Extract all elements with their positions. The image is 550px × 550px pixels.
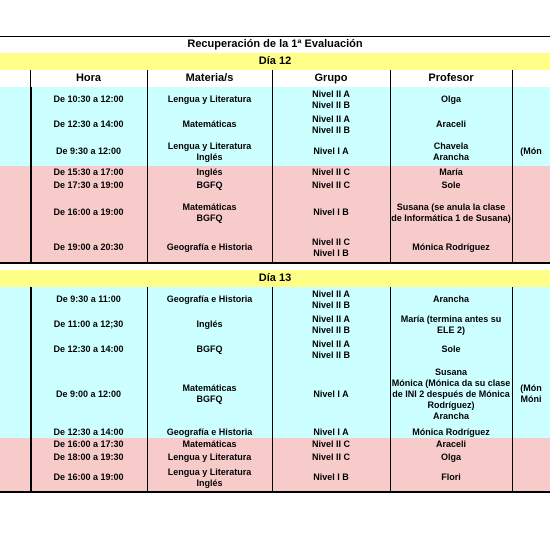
materia-cell: Geografía e Historia	[147, 233, 272, 262]
group-side-cell	[0, 287, 30, 438]
grid-line	[272, 438, 273, 491]
materia-cell: Matemáticas BGFQ	[147, 362, 272, 426]
hora-cell: De 12:30 a 14:00	[30, 337, 147, 362]
grid-line	[147, 87, 148, 166]
grupo-cell: Nivel I B	[272, 464, 390, 491]
grid-line	[512, 287, 513, 438]
column-header-0: Hora	[30, 70, 147, 87]
extra-cell: (Món Móni	[512, 362, 550, 426]
hora-cell: De 15:30 a 17:00	[30, 166, 147, 178]
grid-line	[390, 70, 391, 87]
grid-line	[272, 70, 273, 87]
grupo-cell: Nivel II A Nivel II B	[272, 312, 390, 337]
extra-cell	[512, 450, 550, 464]
group-side-cell	[0, 438, 30, 491]
extra-cell	[512, 426, 550, 438]
hora-cell: De 11:00 a 12;30	[30, 312, 147, 337]
extra-cell	[512, 337, 550, 362]
group-side-cell	[0, 166, 30, 262]
grid-line	[147, 287, 148, 438]
grid-line	[272, 87, 273, 166]
profesor-cell: Susana Mónica (Mónica da su clase de INI 2 después de Mónica Rodríguez) Arancha	[390, 362, 512, 426]
grupo-cell: Nivel II A Nivel II B	[272, 287, 390, 312]
materia-cell: Inglés	[147, 312, 272, 337]
grupo-cell: Nivel II C	[272, 438, 390, 450]
grid-line	[0, 491, 550, 493]
grid-line	[30, 287, 32, 438]
grid-line	[30, 87, 32, 166]
materia-cell: Matemáticas	[147, 112, 272, 137]
grupo-cell: Nivel II A Nivel II B	[272, 87, 390, 112]
profesor-cell: María (termina antes su ELE 2)	[390, 312, 512, 337]
profesor-cell: Sole	[390, 178, 512, 192]
hora-cell: De 19:00 a 20:30	[30, 233, 147, 262]
grupo-cell: Nivel I A	[272, 137, 390, 166]
extra-cell	[512, 312, 550, 337]
materia-cell: BGFQ	[147, 178, 272, 192]
grid-line	[390, 87, 391, 166]
grid-line	[512, 70, 513, 87]
hora-cell: De 9:00 a 12:00	[30, 362, 147, 426]
day-label: Día 12	[0, 53, 550, 70]
column-header-3: Profesor	[390, 70, 512, 87]
profesor-cell: Olga	[390, 450, 512, 464]
materia-cell: Lengua y Literatura Inglés	[147, 464, 272, 491]
grid-line	[147, 438, 148, 491]
hora-cell: De 10:30 a 12:00	[30, 87, 147, 112]
extra-cell	[512, 464, 550, 491]
profesor-cell: Araceli	[390, 438, 512, 450]
materia-cell: Matemáticas	[147, 438, 272, 450]
extra-cell: (Món	[512, 137, 550, 166]
grid-line	[0, 36, 550, 37]
grid-line	[0, 262, 550, 264]
column-header-2: Grupo	[272, 70, 390, 87]
extra-cell	[512, 112, 550, 137]
profesor-cell: Chavela Arancha	[390, 137, 512, 166]
grupo-cell: Nivel II C	[272, 178, 390, 192]
materia-cell: Lengua y Literatura	[147, 450, 272, 464]
extra-cell	[512, 192, 550, 233]
materia-cell: Matemáticas BGFQ	[147, 192, 272, 233]
grupo-cell: Nivel II C	[272, 450, 390, 464]
header-extra	[512, 70, 550, 87]
materia-cell: Lengua y Literatura	[147, 87, 272, 112]
grid-line	[390, 287, 391, 438]
extra-cell	[512, 438, 550, 450]
grid-line	[390, 166, 391, 262]
grid-line	[390, 438, 391, 491]
day-label: Día 13	[0, 270, 550, 287]
grid-line	[272, 166, 273, 262]
extra-cell	[512, 166, 550, 178]
profesor-cell: Susana (se anula la clase de Informática 1 de Susana)	[390, 192, 512, 233]
grid-line	[147, 70, 148, 87]
hora-cell: De 16:00 a 19:00	[30, 192, 147, 233]
materia-cell: Geografía e Historia	[147, 287, 272, 312]
grupo-cell: Nivel I B	[272, 192, 390, 233]
column-header-1: Materia/s	[147, 70, 272, 87]
extra-cell	[512, 233, 550, 262]
hora-cell: De 17:30 a 19:00	[30, 178, 147, 192]
grid-line	[147, 166, 148, 262]
profesor-cell: Arancha	[390, 287, 512, 312]
profesor-cell: Araceli	[390, 112, 512, 137]
hora-cell: De 12:30 a 14:00	[30, 426, 147, 438]
grid-line	[512, 87, 513, 166]
hora-cell: De 9:30 a 12:00	[30, 137, 147, 166]
profesor-cell: Mónica Rodríguez	[390, 426, 512, 438]
profesor-cell: Olga	[390, 87, 512, 112]
hora-cell: De 18:00 a 19:30	[30, 450, 147, 464]
grupo-cell: Nivel II A Nivel II B	[272, 337, 390, 362]
grid-line	[272, 287, 273, 438]
profesor-cell: Flori	[390, 464, 512, 491]
extra-cell	[512, 178, 550, 192]
grupo-cell: Nivel II C Nivel I B	[272, 233, 390, 262]
hora-cell: De 16:00 a 19:00	[30, 464, 147, 491]
materia-cell: Geografía e Historia	[147, 426, 272, 438]
grid-line	[30, 70, 31, 87]
grid-line	[512, 438, 513, 491]
profesor-cell: Sole	[390, 337, 512, 362]
materia-cell: Lengua y Literatura Inglés	[147, 137, 272, 166]
materia-cell: Inglés	[147, 166, 272, 178]
hora-cell: De 12:30 a 14:00	[30, 112, 147, 137]
materia-cell: BGFQ	[147, 337, 272, 362]
grupo-cell: Nivel I A	[272, 362, 390, 426]
extra-cell	[512, 87, 550, 112]
grid-line	[512, 166, 513, 262]
grupo-cell: Nivel II C	[272, 166, 390, 178]
profesor-cell: María	[390, 166, 512, 178]
page-title: Recuperación de la 1ª Evaluación	[0, 36, 550, 53]
grupo-cell: Nivel I A	[272, 426, 390, 438]
header-blank	[0, 70, 30, 87]
grid-line	[30, 166, 32, 262]
hora-cell: De 9:30 a 11:00	[30, 287, 147, 312]
group-side-cell	[0, 87, 30, 166]
hora-cell: De 16:00 a 17:30	[30, 438, 147, 450]
grid-line	[30, 438, 32, 491]
extra-cell	[512, 287, 550, 312]
grupo-cell: Nivel II A Nivel II B	[272, 112, 390, 137]
profesor-cell: Mónica Rodríguez	[390, 233, 512, 262]
